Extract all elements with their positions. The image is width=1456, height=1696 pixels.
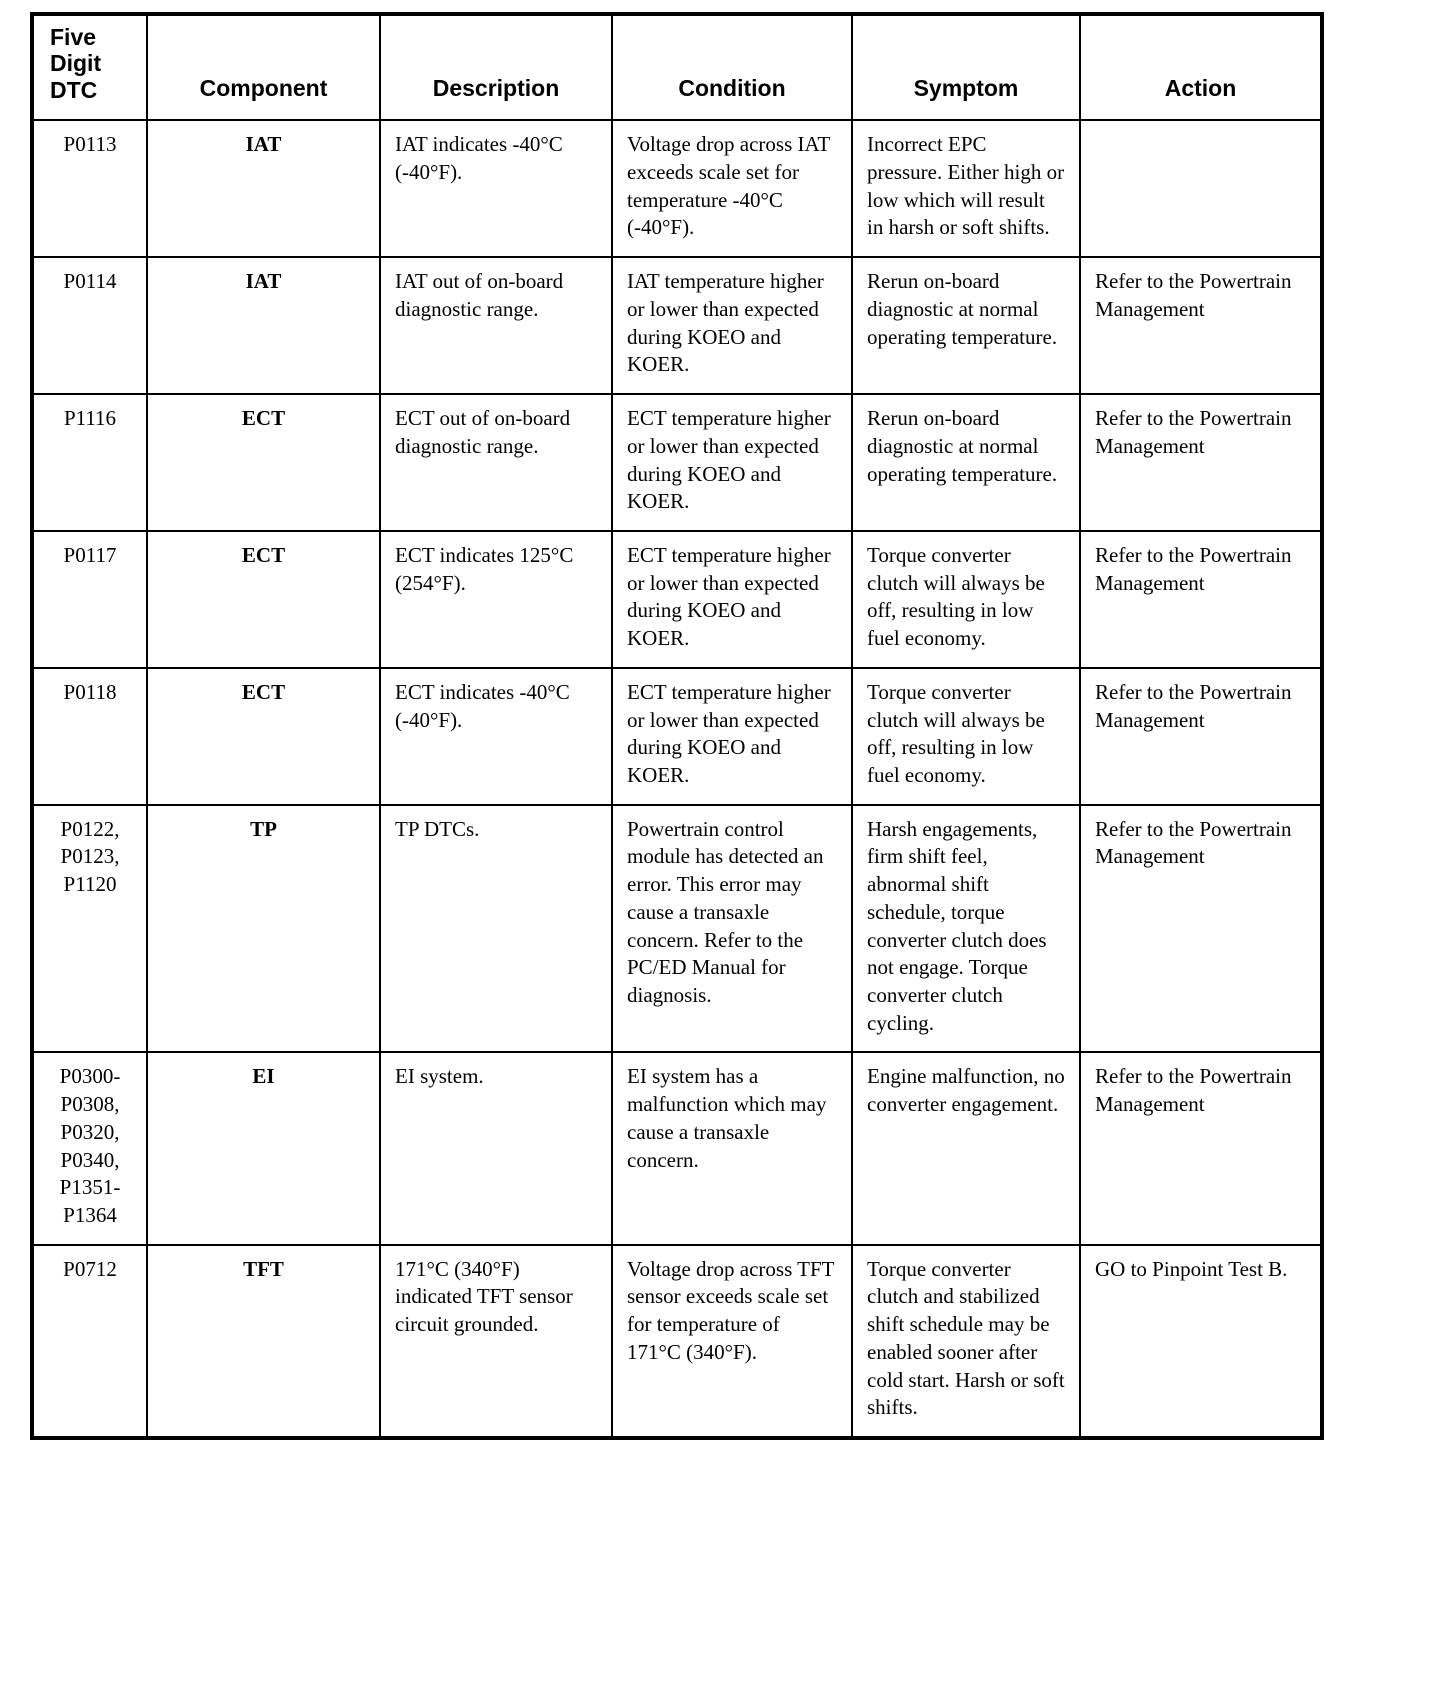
table-row <box>32 805 1322 1053</box>
symptom-cell: Torque converter clutch and stabilized shift schedule may be enabled sooner after cold start. Harsh or soft shifts. <box>852 1245 1080 1438</box>
component-cell: ECT <box>147 668 380 805</box>
component-cell: TFT <box>147 1245 380 1438</box>
component-cell: IAT <box>147 257 380 394</box>
dtc-cell: P0300- P0308, P0320, P0340, P1351- P1364 <box>32 1052 147 1244</box>
condition-cell: ECT temperature higher or lower than expected during KOEO and KOER. <box>612 668 852 805</box>
header-row <box>32 14 1322 120</box>
header-symptom: Symptom <box>852 14 1080 120</box>
description-cell: TP DTCs. <box>380 805 612 1053</box>
action-cell <box>1080 120 1322 257</box>
condition-cell: Voltage drop across TFT sensor exceeds scale set for temperature of 171°C (340°F). <box>612 1245 852 1438</box>
description-cell: 171°C (340°F) indicated TFT sensor circuit grounded. <box>380 1245 612 1438</box>
symptom-cell: Rerun on-board diagnostic at normal operating temperature. <box>852 394 1080 531</box>
table-row <box>32 531 1322 668</box>
symptom-cell: Incorrect EPC pressure. Either high or low which will result in harsh or soft shifts. <box>852 120 1080 257</box>
condition-cell: ECT temperature higher or lower than expected during KOEO and KOER. <box>612 531 852 668</box>
table-row <box>32 1052 1322 1244</box>
action-cell: Refer to the Powertrain Management <box>1080 531 1322 668</box>
symptom-cell: Harsh engagements, firm shift feel, abnormal shift schedule, torque converter clutch does not engage. Torque converter clutch cycling. <box>852 805 1080 1053</box>
condition-cell: EI system has a malfunction which may cause a transaxle concern. <box>612 1052 852 1244</box>
symptom-cell: Rerun on-board diagnostic at normal operating temperature. <box>852 257 1080 394</box>
component-cell: ECT <box>147 394 380 531</box>
description-cell: IAT indicates -40°C (-40°F). <box>380 120 612 257</box>
dtc-cell: P0118 <box>32 668 147 805</box>
table-row <box>32 394 1322 531</box>
dtc-cell: P0712 <box>32 1245 147 1438</box>
description-cell: EI system. <box>380 1052 612 1244</box>
header-condition: Condition <box>612 14 852 120</box>
header-description: Description <box>380 14 612 120</box>
header-component: Component <box>147 14 380 120</box>
component-cell: IAT <box>147 120 380 257</box>
action-cell: Refer to the Powertrain Management <box>1080 257 1322 394</box>
action-cell: Refer to the Powertrain Management <box>1080 1052 1322 1244</box>
condition-cell: ECT temperature higher or lower than expected during KOEO and KOER. <box>612 394 852 531</box>
dtc-cell: P0114 <box>32 257 147 394</box>
table-row <box>32 668 1322 805</box>
condition-cell: Powertrain control module has detected an error. This error may cause a transaxle concern. Refer to the PC/ED Manual for diagnosis. <box>612 805 852 1053</box>
action-cell: Refer to the Powertrain Management <box>1080 805 1322 1053</box>
description-cell: ECT out of on-board diagnostic range. <box>380 394 612 531</box>
dtc-cell: P0117 <box>32 531 147 668</box>
symptom-cell: Torque converter clutch will always be off, resulting in low fuel economy. <box>852 531 1080 668</box>
condition-cell: Voltage drop across IAT exceeds scale set for temperature -40°C (-40°F). <box>612 120 852 257</box>
table-row <box>32 257 1322 394</box>
header-action: Action <box>1080 14 1322 120</box>
dtc-cell: P1116 <box>32 394 147 531</box>
header-dtc: Five Digit DTC <box>32 14 147 120</box>
component-cell: ECT <box>147 531 380 668</box>
component-cell: EI <box>147 1052 380 1244</box>
component-cell: TP <box>147 805 380 1053</box>
description-cell: IAT out of on-board diagnostic range. <box>380 257 612 394</box>
description-cell: ECT indicates -40°C (-40°F). <box>380 668 612 805</box>
symptom-cell: Engine malfunction, no converter engagement. <box>852 1052 1080 1244</box>
symptom-cell: Torque converter clutch will always be off, resulting in low fuel economy. <box>852 668 1080 805</box>
dtc-cell: P0122, P0123, P1120 <box>32 805 147 1053</box>
dtc-table <box>30 12 1324 1440</box>
condition-cell: IAT temperature higher or lower than expected during KOEO and KOER. <box>612 257 852 394</box>
action-cell: Refer to the Powertrain Management <box>1080 668 1322 805</box>
table-row <box>32 1245 1322 1438</box>
description-cell: ECT indicates 125°C (254°F). <box>380 531 612 668</box>
action-cell: GO to Pinpoint Test B. <box>1080 1245 1322 1438</box>
table-row <box>32 120 1322 257</box>
dtc-cell: P0113 <box>32 120 147 257</box>
action-cell: Refer to the Powertrain Management <box>1080 394 1322 531</box>
